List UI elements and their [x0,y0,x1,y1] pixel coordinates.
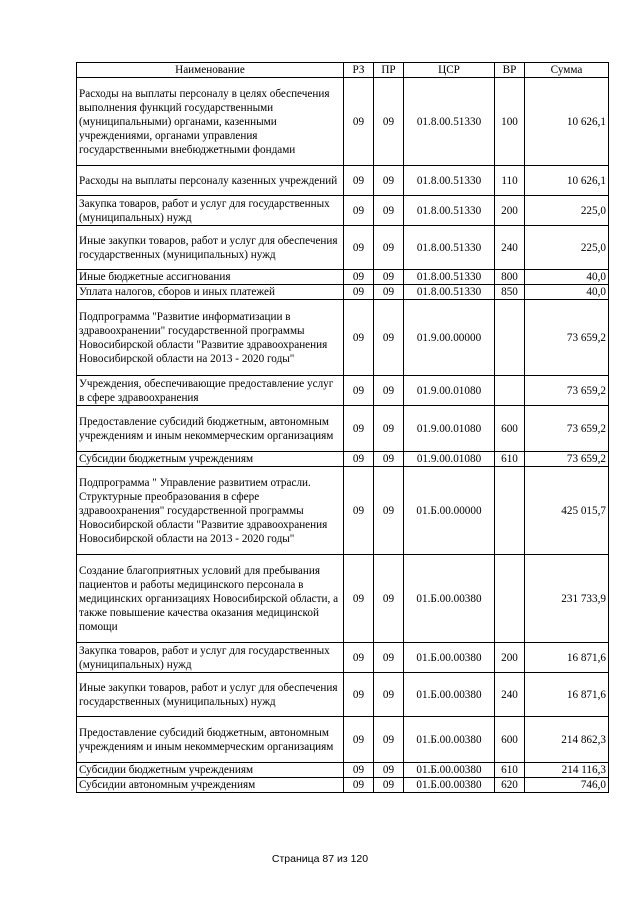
cell-name: Уплата налогов, сборов и иных платежей [77,285,344,300]
cell-sum: 425 015,7 [525,467,609,555]
cell-pr: 09 [374,643,404,673]
cell-name: Расходы на выплаты персоналу казенных учреждений [77,166,344,196]
table-row [77,467,609,555]
cell-pr: 09 [374,376,404,406]
cell-name: Учреждения, обеспечивающие предоставление услуг в сфере здравоохранения [77,376,344,406]
cell-vr: 110 [495,166,525,196]
cell-name: Субсидии автономным учреждениям [77,778,344,793]
cell-pr: 09 [374,226,404,270]
cell-sum: 73 659,2 [525,452,609,467]
cell-rz: 09 [344,285,374,300]
cell-rz: 09 [344,196,374,226]
cell-rz: 09 [344,643,374,673]
cell-name: Иные закупки товаров, работ и услуг для обеспечения государственных (муниципальных) нужд [77,226,344,270]
header-vr: ВР [495,63,525,78]
cell-sum: 214 116,3 [525,763,609,778]
cell-rz: 09 [344,717,374,763]
cell-vr [495,467,525,555]
cell-vr [495,555,525,643]
cell-vr [495,300,525,376]
cell-sum: 16 871,6 [525,673,609,717]
header-name: Наименование [77,63,344,78]
cell-name: Подпрограмма "Развитие информатизации в здравоохранении" государственной программы Новосибирской области "Развитие здравоохранения Новосибирской области на 2013 - 2020 годы" [77,300,344,376]
budget-table-container [76,62,608,793]
cell-rz: 09 [344,270,374,285]
cell-name: Иные закупки товаров, работ и услуг для обеспечения государственных (муниципальных) нужд [77,673,344,717]
cell-pr: 09 [374,778,404,793]
cell-vr [495,376,525,406]
cell-vr: 850 [495,285,525,300]
cell-sum: 40,0 [525,285,609,300]
cell-csr: 01.9.00.01080 [404,376,495,406]
cell-pr: 09 [374,285,404,300]
cell-pr: 09 [374,166,404,196]
cell-pr: 09 [374,763,404,778]
cell-csr: 01.8.00.51330 [404,196,495,226]
cell-csr: 01.8.00.51330 [404,166,495,196]
cell-rz: 09 [344,300,374,376]
cell-vr: 200 [495,196,525,226]
table-row [77,643,609,673]
cell-pr: 09 [374,673,404,717]
cell-csr: 01.Б.00.00380 [404,673,495,717]
cell-name: Закупка товаров, работ и услуг для государственных (муниципальных) нужд [77,196,344,226]
cell-csr: 01.Б.00.00380 [404,643,495,673]
cell-rz: 09 [344,673,374,717]
cell-rz: 09 [344,226,374,270]
cell-sum: 225,0 [525,226,609,270]
budget-table [76,62,609,793]
cell-csr: 01.8.00.51330 [404,285,495,300]
cell-csr: 01.9.00.01080 [404,452,495,467]
table-row [77,285,609,300]
cell-rz: 09 [344,763,374,778]
cell-name: Подпрограмма " Управление развитием отрасли. Структурные преобразования в сфере здравоохранения" государственной программы Новосибирской области "Развитие здравоохранения Новосибирской области на 2013 - 2020 годы" [77,467,344,555]
cell-rz: 09 [344,467,374,555]
cell-csr: 01.8.00.51330 [404,270,495,285]
table-row [77,78,609,166]
cell-pr: 09 [374,717,404,763]
cell-csr: 01.Б.00.00000 [404,467,495,555]
cell-csr: 01.8.00.51330 [404,78,495,166]
table-row [77,300,609,376]
cell-csr: 01.8.00.51330 [404,226,495,270]
cell-pr: 09 [374,270,404,285]
cell-rz: 09 [344,406,374,452]
header-rz: РЗ [344,63,374,78]
cell-sum: 10 626,1 [525,166,609,196]
cell-rz: 09 [344,78,374,166]
table-row [77,778,609,793]
cell-pr: 09 [374,406,404,452]
table-row [77,673,609,717]
cell-sum: 16 871,6 [525,643,609,673]
cell-vr: 600 [495,717,525,763]
cell-rz: 09 [344,778,374,793]
cell-sum: 73 659,2 [525,376,609,406]
cell-rz: 09 [344,376,374,406]
cell-sum: 225,0 [525,196,609,226]
cell-csr: 01.9.00.01080 [404,406,495,452]
cell-name: Иные бюджетные ассигнования [77,270,344,285]
table-row [77,270,609,285]
header-pr: ПР [374,63,404,78]
cell-rz: 09 [344,555,374,643]
cell-sum: 231 733,9 [525,555,609,643]
header-csr: ЦСР [404,63,495,78]
cell-csr: 01.Б.00.00380 [404,717,495,763]
cell-pr: 09 [374,300,404,376]
table-row [77,196,609,226]
cell-vr: 100 [495,78,525,166]
cell-pr: 09 [374,555,404,643]
table-row [77,406,609,452]
cell-csr: 01.Б.00.00380 [404,763,495,778]
page-number: Страница 87 из 120 [271,853,369,865]
cell-name: Предоставление субсидий бюджетным, автономным учреждениям и иным некоммерческим организациям [77,406,344,452]
cell-name: Расходы на выплаты персоналу в целях обеспечения выполнения функций государственными (муниципальными) органами, казенными учреждениями, органами управления государственными внебюджетными фондами [77,78,344,166]
cell-sum: 40,0 [525,270,609,285]
table-row [77,226,609,270]
cell-sum: 73 659,2 [525,300,609,376]
cell-vr: 240 [495,226,525,270]
cell-name: Закупка товаров, работ и услуг для государственных (муниципальных) нужд [77,643,344,673]
cell-sum: 746,0 [525,778,609,793]
table-row [77,555,609,643]
cell-name: Создание благоприятных условий для пребывания пациентов и работы медицинского персонала в медицинских организациях Новосибирской области, а также повышение качества оказания медицинской помощи [77,555,344,643]
cell-vr: 800 [495,270,525,285]
cell-pr: 09 [374,78,404,166]
header-sum: Сумма [525,63,609,78]
cell-vr: 610 [495,452,525,467]
cell-pr: 09 [374,196,404,226]
cell-sum: 214 862,3 [525,717,609,763]
cell-csr: 01.Б.00.00380 [404,555,495,643]
cell-vr: 620 [495,778,525,793]
cell-rz: 09 [344,452,374,467]
cell-sum: 73 659,2 [525,406,609,452]
table-row [77,376,609,406]
cell-vr: 600 [495,406,525,452]
cell-vr: 200 [495,643,525,673]
cell-csr: 01.9.00.00000 [404,300,495,376]
cell-vr: 240 [495,673,525,717]
table-row [77,166,609,196]
cell-name: Субсидии бюджетным учреждениям [77,452,344,467]
cell-vr: 610 [495,763,525,778]
cell-rz: 09 [344,166,374,196]
table-row [77,763,609,778]
table-row [77,452,609,467]
cell-name: Предоставление субсидий бюджетным, автономным учреждениям и иным некоммерческим организациям [77,717,344,763]
cell-sum: 10 626,1 [525,78,609,166]
cell-pr: 09 [374,452,404,467]
cell-pr: 09 [374,467,404,555]
cell-csr: 01.Б.00.00380 [404,778,495,793]
cell-name: Субсидии бюджетным учреждениям [77,763,344,778]
table-row [77,717,609,763]
table-header-row [77,63,609,78]
